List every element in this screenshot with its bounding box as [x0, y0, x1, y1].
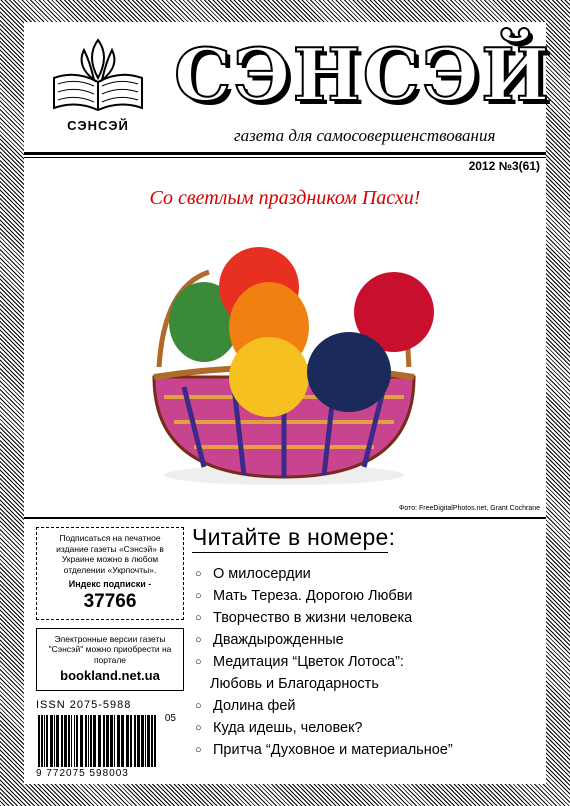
newspaper-title: СЭНСЭЙ	[174, 32, 552, 117]
masthead	[24, 22, 552, 173]
list-item: ○ Куда идешь, человек?	[195, 720, 363, 736]
page	[24, 22, 552, 784]
barcode-addon: 05	[164, 712, 176, 724]
divider	[24, 517, 546, 519]
lotus-book-logo	[46, 30, 150, 140]
list-item: ○ О милосердии	[195, 566, 311, 582]
divider	[24, 152, 546, 155]
divider	[24, 157, 546, 158]
portal-link[interactable]: bookland.net.ua	[60, 668, 160, 684]
contents-title: Читайте в номере:	[192, 524, 396, 550]
electronic-version-box	[36, 628, 184, 691]
issn: ISSN 2075-5988	[36, 698, 132, 711]
contents	[192, 524, 544, 761]
issue-number: 2012 №3(61)	[468, 159, 540, 173]
sidebar	[36, 527, 184, 777]
photo-credit: Фото: FreeDigitalPhotos.net, Grant Cochrane	[399, 505, 540, 512]
list-item: ○ Творчество в жизни человека	[195, 610, 413, 626]
newspaper-subtitle: газета для самосовершенствования	[234, 126, 496, 145]
contents-list	[192, 563, 544, 761]
logo-label: СЭНСЭЙ	[67, 118, 129, 133]
list-item: Любовь и Благодарность	[210, 676, 379, 692]
easter-greeting: Со светлым праздником Пасхи!	[149, 187, 421, 209]
electronic-text: Электронные версии газеты "Сэнсэй" можно приобрести на портале	[48, 633, 172, 665]
subscription-index-label: Индекс подписки -	[68, 578, 152, 589]
list-item: ○ Дваждырожденные	[195, 632, 344, 648]
subscription-text: Подписаться на печатное издание газеты «Сэнсэй» в Украине можно в любом отделении «Укрпочты».	[56, 533, 164, 575]
list-item: ○ Мать Тереза. Дорогою Любви	[195, 588, 413, 604]
divider	[192, 552, 388, 553]
subscription-box	[36, 527, 184, 620]
easter-eggs-photo	[114, 227, 454, 497]
barcode-number: 9 772075 598003	[36, 767, 129, 779]
list-item: ○ Притча “Духовное и материальное”	[195, 742, 453, 758]
barcode	[36, 712, 176, 779]
subscription-index-value: 37766	[83, 590, 137, 612]
list-item: ○ Медитация “Цветок Лотоса”:	[195, 654, 404, 670]
list-item: ○ Долина фей	[195, 698, 296, 714]
